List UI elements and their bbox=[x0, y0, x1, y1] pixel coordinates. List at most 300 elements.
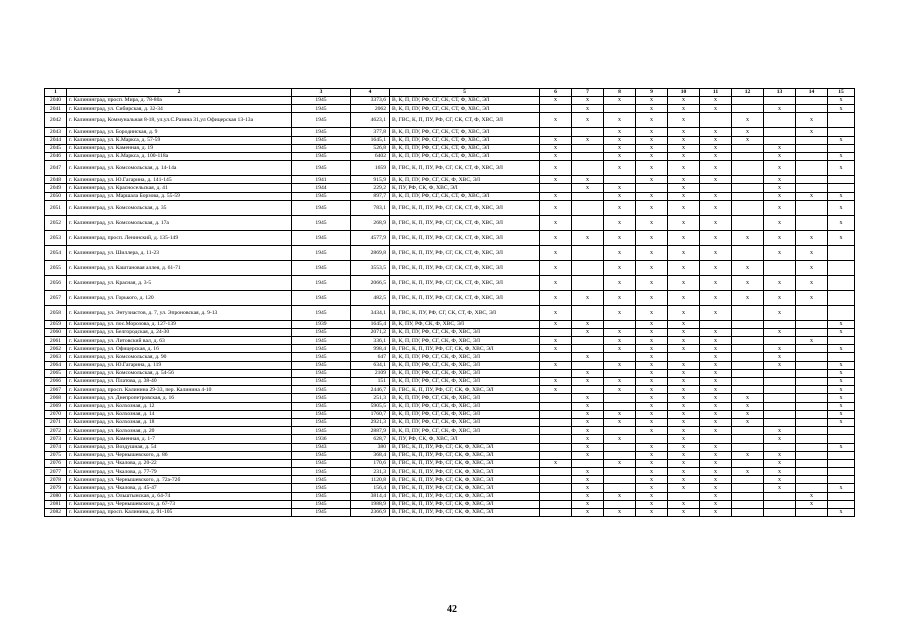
mark-cell: x bbox=[668, 245, 700, 260]
mark-cell: x bbox=[796, 128, 828, 136]
mark-cell: x bbox=[668, 402, 700, 410]
mark-cell: x bbox=[764, 435, 796, 443]
area-cell: 156,4 bbox=[351, 484, 390, 492]
area-cell: 380 bbox=[351, 443, 390, 451]
mark-cell: x bbox=[668, 459, 700, 467]
area-cell: 5905,5 bbox=[351, 402, 390, 410]
address-cell: г. Калининград, ул. Маршала Борзова, д. 55-59 bbox=[67, 192, 292, 200]
mark-cell bbox=[732, 492, 764, 500]
mark-cell bbox=[796, 427, 828, 435]
row-number: 2055 bbox=[45, 260, 67, 275]
area-cell: 3553,5 bbox=[351, 260, 390, 275]
area-cell: 1645,4 bbox=[351, 320, 390, 328]
mark-cell: x bbox=[636, 245, 668, 260]
header-cell: 12 bbox=[732, 89, 764, 97]
header-cell: 7 bbox=[572, 89, 604, 97]
mark-cell: x bbox=[796, 230, 828, 245]
mark-cell bbox=[796, 418, 828, 426]
mark-cell: x bbox=[572, 509, 604, 517]
systems-cell: В, К, П, ПУ, РФ, СГ, СК, Ф, ХВС, ЭЛ bbox=[390, 410, 540, 418]
mark-cell bbox=[796, 184, 828, 192]
systems-cell: В, ГВС, К, П, ПУ, РФ, СГ, СК, Ф, ХВС, ЭЛ bbox=[390, 476, 540, 484]
mark-cell: x bbox=[604, 290, 636, 305]
header-cell: 1 bbox=[45, 89, 67, 97]
mark-cell bbox=[796, 161, 828, 176]
area-cell: 1645,1 bbox=[351, 136, 390, 144]
mark-cell: x bbox=[604, 459, 636, 467]
area-cell: 151 bbox=[351, 378, 390, 386]
mark-cell: x bbox=[604, 161, 636, 176]
table-row bbox=[45, 484, 855, 492]
mark-cell: x bbox=[540, 337, 572, 345]
mark-cell bbox=[764, 337, 796, 345]
row-number: 2042 bbox=[45, 113, 67, 128]
area-cell: 998,4 bbox=[351, 345, 390, 353]
mark-cell bbox=[540, 476, 572, 484]
mark-cell bbox=[732, 361, 764, 369]
mark-cell bbox=[732, 345, 764, 353]
area-cell: 634,1 bbox=[351, 361, 390, 369]
mark-cell: x bbox=[668, 394, 700, 402]
mark-cell bbox=[732, 328, 764, 336]
mark-cell bbox=[572, 152, 604, 160]
mark-cell: x bbox=[700, 128, 732, 136]
address-cell: г. Калининград, ул. Чкалова, д. 45-47 bbox=[67, 484, 292, 492]
mark-cell: x bbox=[540, 176, 572, 184]
mark-cell bbox=[828, 435, 855, 443]
mark-cell: x bbox=[828, 161, 855, 176]
row-number: 2068 bbox=[45, 394, 67, 402]
mark-cell: x bbox=[636, 402, 668, 410]
mark-cell: x bbox=[764, 152, 796, 160]
systems-cell: В, К, П, ПУ, РФ, СГ, СК, Ф, ХВС, ЭЛ bbox=[390, 176, 540, 184]
area-cell: 3373,6 bbox=[351, 97, 390, 105]
mark-cell: x bbox=[668, 275, 700, 290]
mark-cell bbox=[796, 176, 828, 184]
systems-cell: В, К, ПУ, РФ, СК, Ф, ХВС, ЭЛ bbox=[390, 320, 540, 328]
mark-cell bbox=[764, 410, 796, 418]
year-cell: 1945 bbox=[292, 230, 351, 245]
mark-cell: x bbox=[796, 113, 828, 128]
area-cell: 1760,7 bbox=[351, 410, 390, 418]
mark-cell: x bbox=[604, 245, 636, 260]
mark-cell: x bbox=[540, 275, 572, 290]
year-cell: 1945 bbox=[292, 290, 351, 305]
mark-cell: x bbox=[540, 200, 572, 215]
mark-cell bbox=[700, 184, 732, 192]
mark-cell bbox=[764, 386, 796, 394]
table-row bbox=[45, 275, 855, 290]
mark-cell: x bbox=[764, 245, 796, 260]
systems-cell: В, ГВС, К, П, ПУ, РФ, СГ, СК, СТ, Ф, ХВС, ЭЛ bbox=[390, 275, 540, 290]
table-row bbox=[45, 386, 855, 394]
mark-cell: x bbox=[732, 410, 764, 418]
mark-cell: x bbox=[700, 476, 732, 484]
mark-cell: x bbox=[668, 305, 700, 320]
row-number: 2080 bbox=[45, 492, 67, 500]
mark-cell bbox=[604, 468, 636, 476]
mark-cell: x bbox=[764, 305, 796, 320]
mark-cell: x bbox=[764, 105, 796, 113]
table-row bbox=[45, 361, 855, 369]
table-row bbox=[45, 152, 855, 160]
mark-cell: x bbox=[636, 509, 668, 517]
mark-cell: x bbox=[668, 427, 700, 435]
mark-cell bbox=[572, 459, 604, 467]
mark-cell bbox=[796, 215, 828, 230]
mark-cell: x bbox=[540, 260, 572, 275]
mark-cell: x bbox=[636, 192, 668, 200]
row-number: 2041 bbox=[45, 105, 67, 113]
year-cell: 1945 bbox=[292, 369, 351, 377]
area-cell: 647 bbox=[351, 353, 390, 361]
mark-cell bbox=[796, 484, 828, 492]
systems-cell: В, К, П, ПУ, РФ, СГ, СК, СТ, Ф, ХВС, ЭЛ bbox=[390, 97, 540, 105]
area-cell: 336,1 bbox=[351, 337, 390, 345]
mark-cell: x bbox=[540, 305, 572, 320]
mark-cell bbox=[828, 337, 855, 345]
mark-cell: x bbox=[572, 378, 604, 386]
mark-cell: x bbox=[700, 410, 732, 418]
systems-cell: В, ГВС, К, П, ПУ, РФ, СГ, СК, СТ, Ф, ХВС, ЭЛ bbox=[390, 215, 540, 230]
mark-cell bbox=[636, 435, 668, 443]
address-cell: г. Калининград, ул. пос.Морозова, д. 127-139 bbox=[67, 320, 292, 328]
mark-cell: x bbox=[636, 176, 668, 184]
year-cell: 1945 bbox=[292, 509, 351, 517]
mark-cell: x bbox=[700, 275, 732, 290]
mark-cell bbox=[572, 200, 604, 215]
mark-cell bbox=[604, 353, 636, 361]
area-cell: 1120,8 bbox=[351, 476, 390, 484]
systems-cell: В, ГВС, К, ПУ, РФ, СГ, СК, СТ, Ф, ХВС, ЭЛ bbox=[390, 305, 540, 320]
mark-cell bbox=[732, 152, 764, 160]
mark-cell: x bbox=[828, 105, 855, 113]
mark-cell: x bbox=[572, 184, 604, 192]
year-cell: 1945 bbox=[292, 275, 351, 290]
year-cell: 1945 bbox=[292, 451, 351, 459]
mark-cell bbox=[540, 394, 572, 402]
systems-cell: В, ГВС, К, П, ПУ, РФ, СГ, СК, Ф, ХВС, ЭЛ bbox=[390, 484, 540, 492]
area-cell: 2109 bbox=[351, 369, 390, 377]
mark-cell: x bbox=[668, 468, 700, 476]
mark-cell bbox=[796, 476, 828, 484]
mark-cell: x bbox=[732, 113, 764, 128]
address-cell: г. Калининград, Коммунальная 8-18, ул.ул.С.Разина 31,ул Офицерская 13-13а bbox=[67, 113, 292, 128]
area-cell: 897,7 bbox=[351, 192, 390, 200]
mark-cell: x bbox=[668, 443, 700, 451]
mark-cell: x bbox=[764, 144, 796, 152]
row-number: 2059 bbox=[45, 320, 67, 328]
mark-cell bbox=[604, 443, 636, 451]
area-cell: 2066,5 bbox=[351, 275, 390, 290]
mark-cell: x bbox=[636, 484, 668, 492]
mark-cell: x bbox=[796, 337, 828, 345]
mark-cell: x bbox=[668, 128, 700, 136]
mark-cell bbox=[572, 345, 604, 353]
address-cell: г. Калининград, ул. Каменная, д. 1-7 bbox=[67, 435, 292, 443]
mark-cell: x bbox=[668, 200, 700, 215]
systems-cell: В, ГВС, К, П, ПУ, РФ, СГ, СК, СТ, Ф, ХВС, ЭЛ bbox=[390, 245, 540, 260]
mark-cell bbox=[732, 369, 764, 377]
mark-cell bbox=[796, 152, 828, 160]
mark-cell: x bbox=[700, 105, 732, 113]
row-number: 2053 bbox=[45, 230, 67, 245]
header-cell: 14 bbox=[796, 89, 828, 97]
mark-cell bbox=[540, 128, 572, 136]
row-number: 2049 bbox=[45, 184, 67, 192]
mark-cell bbox=[540, 427, 572, 435]
year-cell: 1945 bbox=[292, 500, 351, 508]
mark-cell: x bbox=[636, 305, 668, 320]
systems-cell: В, К, П, ПУ, РФ, СГ, СК, Ф, ХВС, ЭЛ bbox=[390, 353, 540, 361]
systems-cell: В, К, П, ПУ, РФ, СГ, СК, Ф, ХВС, ЭЛ bbox=[390, 394, 540, 402]
mark-cell bbox=[540, 105, 572, 113]
mark-cell: x bbox=[700, 245, 732, 260]
mark-cell: x bbox=[764, 459, 796, 467]
table-body bbox=[45, 97, 855, 517]
systems-cell: К, ПУ, РФ, СК, Ф, ХВС, ЭЛ bbox=[390, 435, 540, 443]
mark-cell bbox=[764, 260, 796, 275]
mark-cell: x bbox=[636, 144, 668, 152]
mark-cell: x bbox=[572, 97, 604, 105]
mark-cell bbox=[796, 320, 828, 328]
mark-cell bbox=[732, 200, 764, 215]
year-cell: 1945 bbox=[292, 305, 351, 320]
area-cell: 3814,4 bbox=[351, 492, 390, 500]
mark-cell bbox=[828, 427, 855, 435]
area-cell: 268,9 bbox=[351, 215, 390, 230]
mark-cell bbox=[764, 378, 796, 386]
mark-cell: x bbox=[764, 476, 796, 484]
address-cell: г. Калининград, просп. Мира, д. 78-80а bbox=[67, 97, 292, 105]
mark-cell: x bbox=[828, 386, 855, 394]
mark-cell bbox=[540, 500, 572, 508]
year-cell: 1945 bbox=[292, 260, 351, 275]
year-cell: 1945 bbox=[292, 386, 351, 394]
area-cell: 229,2 bbox=[351, 184, 390, 192]
mark-cell: x bbox=[636, 451, 668, 459]
mark-cell: x bbox=[668, 215, 700, 230]
mark-cell: x bbox=[700, 152, 732, 160]
mark-cell: x bbox=[700, 402, 732, 410]
mark-cell bbox=[604, 476, 636, 484]
mark-cell bbox=[732, 105, 764, 113]
mark-cell bbox=[604, 402, 636, 410]
mark-cell bbox=[828, 245, 855, 260]
year-cell: 1945 bbox=[292, 394, 351, 402]
mark-cell: x bbox=[700, 369, 732, 377]
table-row bbox=[45, 105, 855, 113]
mark-cell: x bbox=[828, 418, 855, 426]
mark-cell bbox=[572, 305, 604, 320]
mark-cell: x bbox=[796, 192, 828, 200]
mark-cell: x bbox=[828, 378, 855, 386]
mark-cell: x bbox=[668, 386, 700, 394]
mark-cell: x bbox=[668, 144, 700, 152]
mark-cell bbox=[796, 144, 828, 152]
mark-cell: x bbox=[636, 386, 668, 394]
mark-cell: x bbox=[540, 459, 572, 467]
year-cell: 1945 bbox=[292, 427, 351, 435]
row-number: 2048 bbox=[45, 176, 67, 184]
mark-cell bbox=[796, 378, 828, 386]
row-number: 2043 bbox=[45, 128, 67, 136]
mark-cell: x bbox=[668, 105, 700, 113]
mark-cell bbox=[764, 492, 796, 500]
systems-cell: В, К, П, ПУ, РФ, СГ, СК, СТ, Ф, ХВС, ЭЛ bbox=[390, 192, 540, 200]
mark-cell bbox=[764, 443, 796, 451]
mark-cell: x bbox=[604, 200, 636, 215]
area-cell: 368,4 bbox=[351, 451, 390, 459]
mark-cell: x bbox=[636, 290, 668, 305]
mark-cell: x bbox=[700, 305, 732, 320]
mark-cell bbox=[732, 509, 764, 517]
header-cell: 5 bbox=[390, 89, 540, 97]
area-cell: 482,5 bbox=[351, 290, 390, 305]
mark-cell: x bbox=[700, 353, 732, 361]
mark-cell: x bbox=[572, 435, 604, 443]
mark-cell bbox=[732, 215, 764, 230]
mark-cell bbox=[764, 369, 796, 377]
mark-cell bbox=[732, 500, 764, 508]
mark-cell: x bbox=[604, 410, 636, 418]
mark-cell bbox=[540, 484, 572, 492]
mark-cell: x bbox=[572, 328, 604, 336]
mark-cell bbox=[796, 509, 828, 517]
mark-cell: x bbox=[604, 136, 636, 144]
mark-cell bbox=[828, 260, 855, 275]
mark-cell: x bbox=[796, 245, 828, 260]
mark-cell: x bbox=[668, 113, 700, 128]
mark-cell: x bbox=[572, 410, 604, 418]
mark-cell: x bbox=[572, 136, 604, 144]
mark-cell: x bbox=[636, 136, 668, 144]
mark-cell: x bbox=[636, 353, 668, 361]
mark-cell: x bbox=[668, 176, 700, 184]
table-row bbox=[45, 184, 855, 192]
mark-cell: x bbox=[572, 484, 604, 492]
mark-cell: x bbox=[668, 97, 700, 105]
address-cell: г. Калининград, ул. Красная, д. 3-5 bbox=[67, 275, 292, 290]
year-cell: 1945 bbox=[292, 468, 351, 476]
address-cell: г. Калининград, ул. Сибирская, д. 32-34 bbox=[67, 105, 292, 113]
mark-cell bbox=[572, 161, 604, 176]
year-cell: 1939 bbox=[292, 320, 351, 328]
mark-cell bbox=[732, 245, 764, 260]
mark-cell: x bbox=[636, 410, 668, 418]
mark-cell bbox=[540, 418, 572, 426]
mark-cell bbox=[732, 97, 764, 105]
table-row bbox=[45, 144, 855, 152]
mark-cell bbox=[796, 345, 828, 353]
address-cell: г. Калининград, ул. К.Маркса, д. 57-59 bbox=[67, 136, 292, 144]
mark-cell bbox=[604, 500, 636, 508]
year-cell: 1945 bbox=[292, 476, 351, 484]
systems-cell: К, ПУ, РФ, СК, Ф, ХВС, ЭЛ bbox=[390, 184, 540, 192]
mark-cell bbox=[796, 97, 828, 105]
systems-cell: В, К, П, ПУ, РФ, СГ, СК, СТ, Ф, ХВС, ЭЛ bbox=[390, 128, 540, 136]
area-cell: 4623,1 bbox=[351, 113, 390, 128]
mark-cell bbox=[668, 353, 700, 361]
systems-cell: В, К, П, ПУ, РФ, СГ, СК, СТ, Ф, ХВС, ЭЛ bbox=[390, 144, 540, 152]
mark-cell: x bbox=[540, 144, 572, 152]
mark-cell bbox=[764, 509, 796, 517]
mark-cell bbox=[796, 105, 828, 113]
mark-cell: x bbox=[700, 443, 732, 451]
systems-cell: В, ГВС, К, П, ПУ, РФ, СГ, СК, СТ, Ф, ХВС, ЭЛ bbox=[390, 260, 540, 275]
table-row bbox=[45, 290, 855, 305]
year-cell: 1945 bbox=[292, 410, 351, 418]
row-number: 2063 bbox=[45, 353, 67, 361]
systems-cell: В, К, П, ПУ, РФ, СГ, СК, Ф, ХВС, ЭЛ bbox=[390, 361, 540, 369]
mark-cell: x bbox=[700, 418, 732, 426]
mark-cell: x bbox=[668, 484, 700, 492]
table-row bbox=[45, 113, 855, 128]
mark-cell: x bbox=[668, 184, 700, 192]
mark-cell: x bbox=[572, 500, 604, 508]
address-cell: г. Калининград, ул. Комсомольская, д. 17а bbox=[67, 215, 292, 230]
mark-cell bbox=[732, 476, 764, 484]
mark-cell: x bbox=[540, 378, 572, 386]
mark-cell bbox=[732, 378, 764, 386]
mark-cell: x bbox=[604, 345, 636, 353]
mark-cell bbox=[764, 402, 796, 410]
mark-cell: x bbox=[636, 230, 668, 245]
mark-cell: x bbox=[540, 161, 572, 176]
year-cell: 1945 bbox=[292, 152, 351, 160]
mark-cell bbox=[828, 184, 855, 192]
row-number: 2076 bbox=[45, 459, 67, 467]
mark-cell bbox=[540, 451, 572, 459]
mark-cell bbox=[828, 113, 855, 128]
mark-cell: x bbox=[636, 113, 668, 128]
year-cell: 1945 bbox=[292, 128, 351, 136]
table-row bbox=[45, 337, 855, 345]
address-cell: г. Калининград, ул. Ю.Гагарина, д. 141-145 bbox=[67, 176, 292, 184]
row-number: 2065 bbox=[45, 369, 67, 377]
table-row bbox=[45, 476, 855, 484]
row-number: 2054 bbox=[45, 245, 67, 260]
row-number: 2064 bbox=[45, 361, 67, 369]
mark-cell: x bbox=[764, 215, 796, 230]
mark-cell: x bbox=[828, 394, 855, 402]
row-number: 2075 bbox=[45, 451, 67, 459]
mark-cell: x bbox=[700, 290, 732, 305]
row-number: 2040 bbox=[45, 97, 67, 105]
row-number: 2051 bbox=[45, 200, 67, 215]
mark-cell: x bbox=[540, 97, 572, 105]
mark-cell bbox=[828, 451, 855, 459]
area-cell: 628,7 bbox=[351, 435, 390, 443]
mark-cell: x bbox=[572, 443, 604, 451]
mark-cell: x bbox=[572, 369, 604, 377]
year-cell: 1945 bbox=[292, 97, 351, 105]
mark-cell: x bbox=[604, 144, 636, 152]
mark-cell bbox=[668, 492, 700, 500]
mark-cell: x bbox=[700, 509, 732, 517]
mark-cell: x bbox=[636, 468, 668, 476]
mark-cell bbox=[636, 184, 668, 192]
year-cell: 1945 bbox=[292, 200, 351, 215]
mark-cell: x bbox=[700, 215, 732, 230]
mark-cell bbox=[828, 290, 855, 305]
mark-cell: x bbox=[764, 427, 796, 435]
table-row bbox=[45, 328, 855, 336]
mark-cell: x bbox=[572, 353, 604, 361]
systems-cell: В, ГВС, К, П, ПУ, РФ, СГ, СК, Ф, ХВС, ЭЛ bbox=[390, 509, 540, 517]
mark-cell: x bbox=[668, 320, 700, 328]
mark-cell: x bbox=[828, 215, 855, 230]
